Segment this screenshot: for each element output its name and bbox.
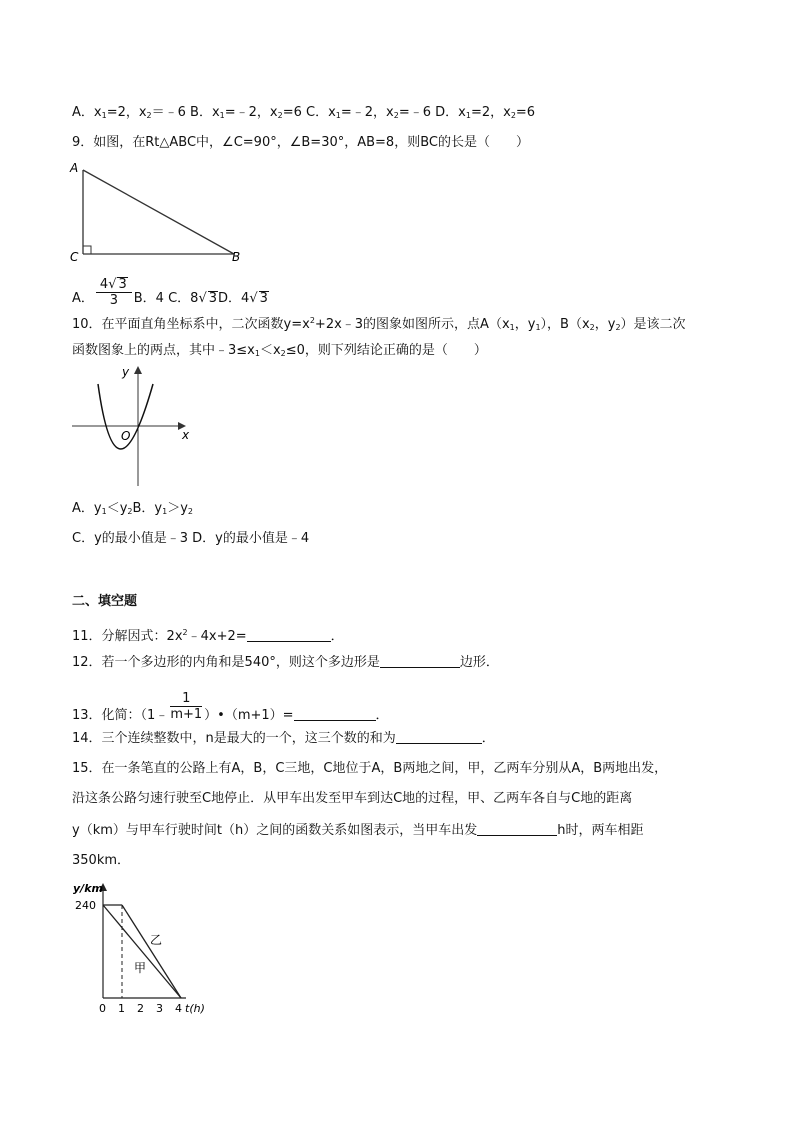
q11-answer-blank[interactable]: [247, 628, 331, 642]
q15-jia-label: 甲: [134, 961, 147, 975]
q10-ab-sub3: 1: [162, 507, 168, 516]
q13-answer-blank[interactable]: [294, 707, 376, 721]
q9-label-b: B: [232, 250, 241, 264]
q15-jia-line: [103, 905, 181, 998]
q10-l1-sub-d: 2: [615, 323, 621, 332]
q10-options-cd: C．y的最小值是﹣3 D．y的最小值是﹣4: [72, 531, 310, 546]
q15-tick-3: 3: [156, 1002, 163, 1015]
q8-b-end: =6: [282, 105, 302, 120]
q9-opt-c-rad: 3: [208, 291, 218, 306]
q14-answer-blank[interactable]: [396, 730, 482, 744]
q8-b-sub2: 2: [277, 111, 283, 120]
q10-options-ab: [72, 500, 193, 521]
q10-l1-sup: 2: [309, 316, 315, 325]
q12-answer-blank[interactable]: [380, 654, 460, 668]
q15-l3-pre: y（km）与甲车行驶时间t（h）之间的函数关系如图表示，当甲车出发: [72, 823, 478, 838]
q8-a-mid: =2，x: [106, 105, 147, 120]
q9-opt-a-num: 4: [99, 277, 109, 292]
q8-c-end: =﹣6: [398, 105, 432, 120]
q15-yi-label: 乙: [150, 933, 163, 947]
q13-fraction: [170, 691, 202, 722]
q9-label-a: A: [70, 161, 79, 175]
q10-l1-end: ）是该二次: [620, 317, 686, 332]
q10-l1-mid2: ，y: [514, 317, 536, 332]
q8-c-sub1: 1: [335, 111, 341, 120]
q10-l1-mid: +2x﹣3的图象如图所示，点A（x: [314, 317, 510, 332]
q9-opt-a-sqrt-icon: √: [108, 277, 117, 292]
q9-opt-a-label: A．: [72, 291, 94, 306]
q10-l2-sub1: 1: [254, 349, 260, 358]
q8-a-sub2: 2: [146, 111, 152, 120]
q13-mid: ）•（m+1）=: [204, 708, 294, 723]
q10-stem-line2: [72, 342, 487, 363]
q15-line4: 350km．: [72, 853, 131, 868]
q10-ab-sub2: 2: [127, 507, 133, 516]
q9-options: [72, 277, 269, 314]
q10-ab-mid3: ＞y: [167, 501, 188, 516]
q8-d-end: =6: [515, 105, 536, 120]
q13-end: ．: [375, 708, 389, 723]
q15-tick-0: 0: [99, 1002, 106, 1015]
q10-label-x: x: [182, 428, 190, 442]
q9-opt-a-numerator: [96, 277, 132, 293]
q10-l1-mid4: ，y: [594, 317, 616, 332]
q15-line2: 沿这条公路匀速行驶至C地停止．从甲车出发至甲车到达C地的过程，甲、乙两车各自与C地的距离: [72, 791, 633, 806]
q8-c-label: C．x: [301, 105, 336, 120]
q8-options: [72, 104, 535, 125]
q9-right-angle-mark: [83, 246, 91, 254]
q10-stem-line1: [72, 312, 686, 337]
q11-sup: 2: [182, 628, 188, 637]
q15-distance-figure: [68, 878, 218, 1018]
q8-b-mid: =﹣2，x: [224, 105, 278, 120]
q10-l1-sub-b: 1: [535, 323, 541, 332]
q9-opt-d-rad: 3: [259, 291, 268, 306]
q10-ab-mid: ＜y: [106, 501, 128, 516]
q9-opt-a-fraction: [96, 277, 132, 308]
q10-ab-sub1: 1: [101, 507, 107, 516]
q15-xlabel: t(h): [185, 1002, 205, 1015]
q9-opt-b: B．4 C．8: [133, 291, 199, 306]
q15-tick-1: 1: [118, 1002, 125, 1015]
q15-ylabel: y/km: [73, 882, 103, 895]
q8-d-label: D．x: [431, 105, 466, 120]
q13: [72, 691, 389, 731]
q10-l2-end: ≤0，则下列结论正确的是（ ）: [285, 343, 487, 358]
q11-post: ﹣4x+2=: [187, 629, 247, 644]
q10-l2-pre: 函数图象上的两点，其中﹣3≤x: [72, 343, 255, 358]
q12: [72, 654, 499, 672]
q12-pre: 12．若一个多边形的内角和是540°，则这个多边形是: [72, 655, 380, 670]
q13-num: 1: [170, 691, 202, 707]
q8-c-sub2: 2: [393, 111, 399, 120]
q9-side-ab: [83, 170, 234, 254]
q13-den: m+1: [170, 707, 203, 722]
q8-a-label: A．x: [72, 105, 102, 120]
q15-tick-4: 4: [175, 1002, 182, 1015]
section-title: 二、填空题: [72, 594, 138, 609]
q9-opt-c-sqrt-icon: √: [198, 291, 207, 306]
q11-end: ．: [330, 629, 344, 644]
q9-label-c: C: [70, 250, 79, 264]
q9-opt-a-den: 3: [109, 293, 118, 308]
q15-yi-line: [122, 905, 181, 998]
q15-line3: [72, 822, 643, 840]
q10-label-o: O: [121, 429, 131, 443]
q8-a-sub1: 1: [101, 111, 107, 120]
q10-parabola-figure: [66, 362, 198, 490]
q10-l1-sub-c: 2: [589, 323, 595, 332]
q10-y-arrow-icon: [134, 366, 142, 374]
q15-l3-end: h时，两车相距: [557, 823, 644, 838]
q10-l2-sub2: 2: [280, 349, 286, 358]
q13-pre: 13．化简：（1﹣: [72, 708, 169, 723]
q10-l2-mid: ＜x: [259, 343, 281, 358]
q8-a-end: ＝﹣6: [151, 105, 186, 120]
q10-label-y: y: [122, 365, 130, 379]
q14: [72, 730, 495, 748]
q8-b-sub1: 1: [219, 111, 225, 120]
q9-opt-d-sqrt-icon: √: [249, 291, 258, 306]
q8-d-sub2: 2: [510, 111, 516, 120]
q15-y240: 240: [75, 899, 96, 912]
q8-d-sub1: 1: [465, 111, 471, 120]
q14-pre: 14．三个连续整数中，n是最大的一个，这三个数的和为: [72, 731, 396, 746]
q10-ab-sub4: 2: [187, 507, 193, 516]
q9-stem: 9．如图，在Rt△ABC中，∠C=90°，∠B=30°，AB=8，则BC的长是（ ）: [72, 135, 529, 150]
q8-d-mid: =2，x: [470, 105, 511, 120]
q9-opt-d: D．4: [218, 291, 250, 306]
q11-pre: 11．分解因式：2x: [72, 629, 183, 644]
q15-answer-blank[interactable]: [477, 822, 557, 836]
q10-ab-pre: A．y: [72, 501, 102, 516]
q8-c-mid: =﹣2，x: [340, 105, 394, 120]
q8-b-label: B．x: [185, 105, 220, 120]
q14-end: ．: [481, 731, 495, 746]
q15-tick-2: 2: [137, 1002, 144, 1015]
q10-l1-pre: 10．在平面直角坐标系中，二次函数y=x: [72, 317, 310, 332]
q12-end: 边形．: [459, 655, 499, 670]
q9-triangle-figure: [66, 158, 256, 266]
q10-ab-mid2: B．y: [132, 501, 163, 516]
q15-line1: 15．在一条笔直的公路上有A，B，C三地，C地位于A，B两地之间，甲，乙两车分别从A，B两地出发，: [72, 761, 668, 776]
q10-l1-mid3: ），B（x: [540, 317, 590, 332]
q11: [72, 624, 344, 646]
q10-l1-sub-a: 1: [509, 323, 515, 332]
q9-opt-a-rad: 3: [118, 277, 127, 292]
